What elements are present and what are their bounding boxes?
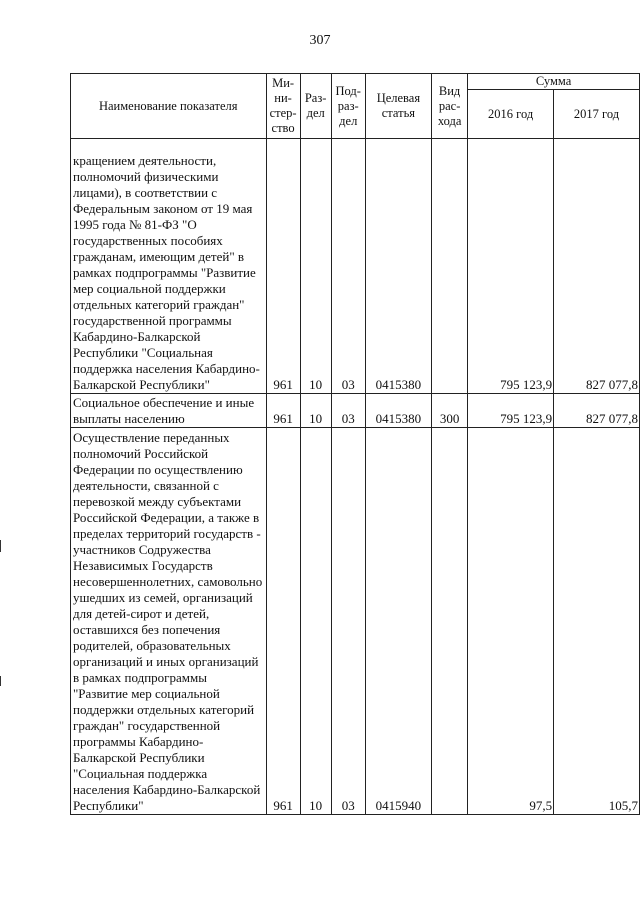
header-expense-type: Вид рас- хода [432, 74, 468, 139]
row-section: 10 [300, 139, 331, 394]
row-2017: 827 077,8 [554, 394, 640, 428]
header-year-2017: 2017 год [554, 90, 640, 139]
table-row [71, 394, 640, 428]
header-year-2016: 2016 год [468, 90, 554, 139]
row-subsection: 03 [331, 139, 365, 394]
row-name: кращением деятельности, полномочий физическими лицами), в соответствии с Федеральным законом от 19 мая 1995 года № 81-ФЗ "О государственных пособиях гражданам, имеющим детей" в рамках подпрограммы "Развитие мер социальной поддержки отдельных категорий граждан" государственной программы Кабардино-Балкарской Республики "Социальная поддержка населения Кабардино-Балкарской Республики" [71, 139, 267, 394]
header-target: Целевая статья [365, 74, 431, 139]
row-2016: 97,5 [468, 428, 554, 815]
header-ministry: Ми- ни- стер- ство [266, 74, 300, 139]
row-expense-type [432, 139, 468, 394]
row-subsection: 03 [331, 394, 365, 428]
row-ministry: 961 [266, 139, 300, 394]
page-number: 307 [309, 33, 331, 48]
row-2016: 795 123,9 [468, 394, 554, 428]
budget-table [70, 73, 640, 815]
row-expense-type: 300 [432, 394, 468, 428]
row-target: 0415940 [365, 428, 431, 815]
row-ministry: 961 [266, 428, 300, 815]
row-subsection: 03 [331, 428, 365, 815]
header-section: Раз- дел [300, 74, 331, 139]
row-target: 0415380 [365, 139, 431, 394]
row-2016: 795 123,9 [468, 139, 554, 394]
row-expense-type [432, 428, 468, 815]
row-target: 0415380 [365, 394, 431, 428]
header-name: Наименование показателя [71, 74, 267, 139]
row-2017: 105,7 [554, 428, 640, 815]
row-name: Осуществление переданных полномочий Российской Федерации по осуществлению деятельности, связанной с перевозкой между субъектами Российской Федерации, а также в пределах территорий государств - участников Содружества Независимых Государств несовершеннолетних, самовольно ушедших из семей, организаций для детей-сирот и детей, оставшихся без попечения родителей, образовательных организаций и иных организаций в рамках подпрограммы "Развитие мер социальной поддержки отдельных категорий граждан" государственной программы Кабардино-Балкарской Республики "Социальная поддержка населения Кабардино-Балкарской Республики" [71, 428, 267, 815]
table-row [71, 428, 640, 815]
binding-mark [0, 676, 1, 686]
header-subsection: Под- раз- дел [331, 74, 365, 139]
row-section: 10 [300, 394, 331, 428]
row-2017: 827 077,8 [554, 139, 640, 394]
row-name: Социальное обеспечение и иные выплаты населению [71, 394, 267, 428]
table-row [71, 139, 640, 394]
row-section: 10 [300, 428, 331, 815]
binding-mark [0, 540, 1, 552]
header-sum: Сумма [468, 74, 640, 90]
row-ministry: 961 [266, 394, 300, 428]
